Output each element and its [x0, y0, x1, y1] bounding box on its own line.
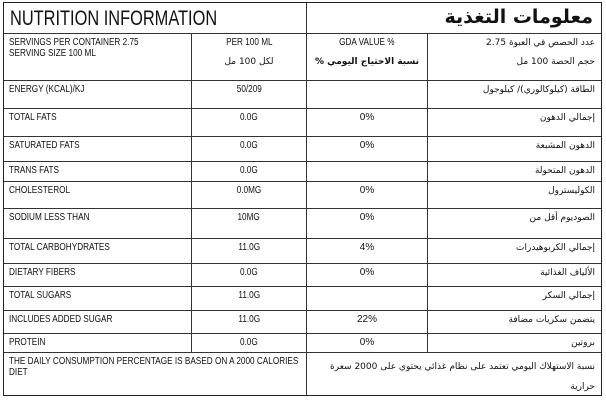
gda-percent: 4%: [359, 242, 375, 253]
nutrient-row: [4, 239, 601, 264]
nutrient-value: 0.0G: [240, 165, 258, 176]
per-100ml-header: PER 100 ML: [225, 37, 273, 48]
nutrient-name: PROTEIN: [9, 337, 46, 348]
nutrient-name-arabic: إجمالي الكربوهيدرات: [516, 243, 595, 253]
nutrient-row: [4, 182, 601, 209]
header-row: [4, 3, 601, 34]
nutrient-name: SODIUM LESS THAN: [9, 212, 90, 223]
gda-percent: 0%: [359, 185, 375, 196]
column-header-row: [4, 34, 601, 81]
gda-header-arabic: نسبة الاحتياج اليومي %: [314, 57, 420, 67]
nutrient-row: [4, 311, 601, 334]
gda-percent: 22%: [356, 314, 377, 325]
nutrient-value: 50/209: [236, 84, 262, 95]
nutrition-table: [3, 2, 602, 396]
nutrient-row: [4, 264, 601, 287]
nutrient-name-arabic: الدهون المتحولة: [534, 166, 595, 176]
nutrient-name-arabic: الصوديوم أقل من: [529, 213, 595, 223]
footer-english: THE DAILY CONSUMPTION PERCENTAGE IS BASED ON A 2000 CALORIES DIET: [9, 356, 299, 378]
nutrient-value: 11.0G: [238, 290, 260, 301]
nutrient-name-arabic: الكوليسترول: [548, 186, 595, 196]
nutrient-name: CHOLESTEROL: [9, 185, 71, 196]
nutrient-name-arabic: الألياف الغذائية: [540, 268, 595, 278]
nutrient-row: [4, 287, 601, 311]
nutrient-name: TRANS FATS: [9, 165, 59, 176]
nutrient-row: [4, 109, 601, 137]
nutrient-name-arabic: إجمالي السكر: [542, 291, 595, 301]
nutrient-name-arabic: يتضمن سكريات مضافة: [508, 315, 595, 325]
nutrient-value: 11.0G: [238, 242, 260, 253]
nutrient-row: [4, 209, 601, 239]
nutrient-value: 10MG: [237, 212, 261, 223]
nutrient-name-arabic: الطاقة (كيلوكالوري)/ كيلوجول: [482, 85, 595, 95]
nutrient-name: DIETARY FIBERS: [9, 267, 76, 278]
nutrient-row: [4, 137, 601, 162]
gda-percent: 0%: [359, 140, 375, 151]
nutrient-value: 0.0G: [240, 337, 258, 348]
gda-percent: 0%: [359, 337, 375, 348]
footer-row: [4, 353, 601, 395]
footer-arabic: نسبة الاستهلاك اليومي تعتمد على نظام غذائي يحتوي على 2000 سعرة حرارية: [306, 353, 601, 395]
servings-per-container-arabic: عدد الحصص في العبوة 2.75: [486, 38, 595, 48]
nutrient-name: ENERGY (KCAL)/KJ: [9, 84, 85, 95]
gda-percent: 0%: [359, 212, 375, 223]
nutrient-name-arabic: بروتين: [571, 338, 595, 348]
nutrient-value: 11.0G: [238, 314, 260, 325]
nutrient-name: TOTAL CARBOHYDRATES: [9, 242, 110, 253]
nutrient-value: 0.0MG: [236, 185, 262, 196]
nutrient-row: [4, 81, 601, 109]
nutrient-name: TOTAL SUGARS: [9, 290, 72, 301]
per-100ml-header-arabic: لكل 100 مل: [224, 57, 274, 67]
nutrient-value: 0.0G: [240, 267, 258, 278]
gda-percent: 0%: [359, 112, 375, 123]
gda-percent: 0%: [359, 267, 375, 278]
nutrient-name: SATURATED FATS: [9, 140, 80, 151]
serving-size-arabic: حجم الحصة 100 مل: [516, 57, 595, 67]
nutrient-name: TOTAL FATS: [9, 112, 57, 123]
title-english: NUTRITION INFORMATION: [10, 7, 218, 30]
nutrient-name: INCLUDES ADDED SUGAR: [9, 314, 113, 325]
title-arabic: معلومات التغذية: [444, 6, 593, 28]
gda-header: GDA VALUE %: [339, 37, 395, 48]
nutrient-row: [4, 334, 601, 353]
nutrient-name-arabic: إجمالي الدهون: [539, 113, 595, 123]
servings-per-container: SERVINGS PER CONTAINER 2.75: [9, 37, 139, 48]
nutrient-value: 0.0G: [240, 140, 258, 151]
nutrient-value: 0.0G: [240, 112, 258, 123]
nutrient-name-arabic: الدهون المشبعة: [535, 141, 595, 151]
nutrient-row: [4, 162, 601, 182]
serving-size: SERVING SIZE 100 ML: [9, 48, 96, 59]
